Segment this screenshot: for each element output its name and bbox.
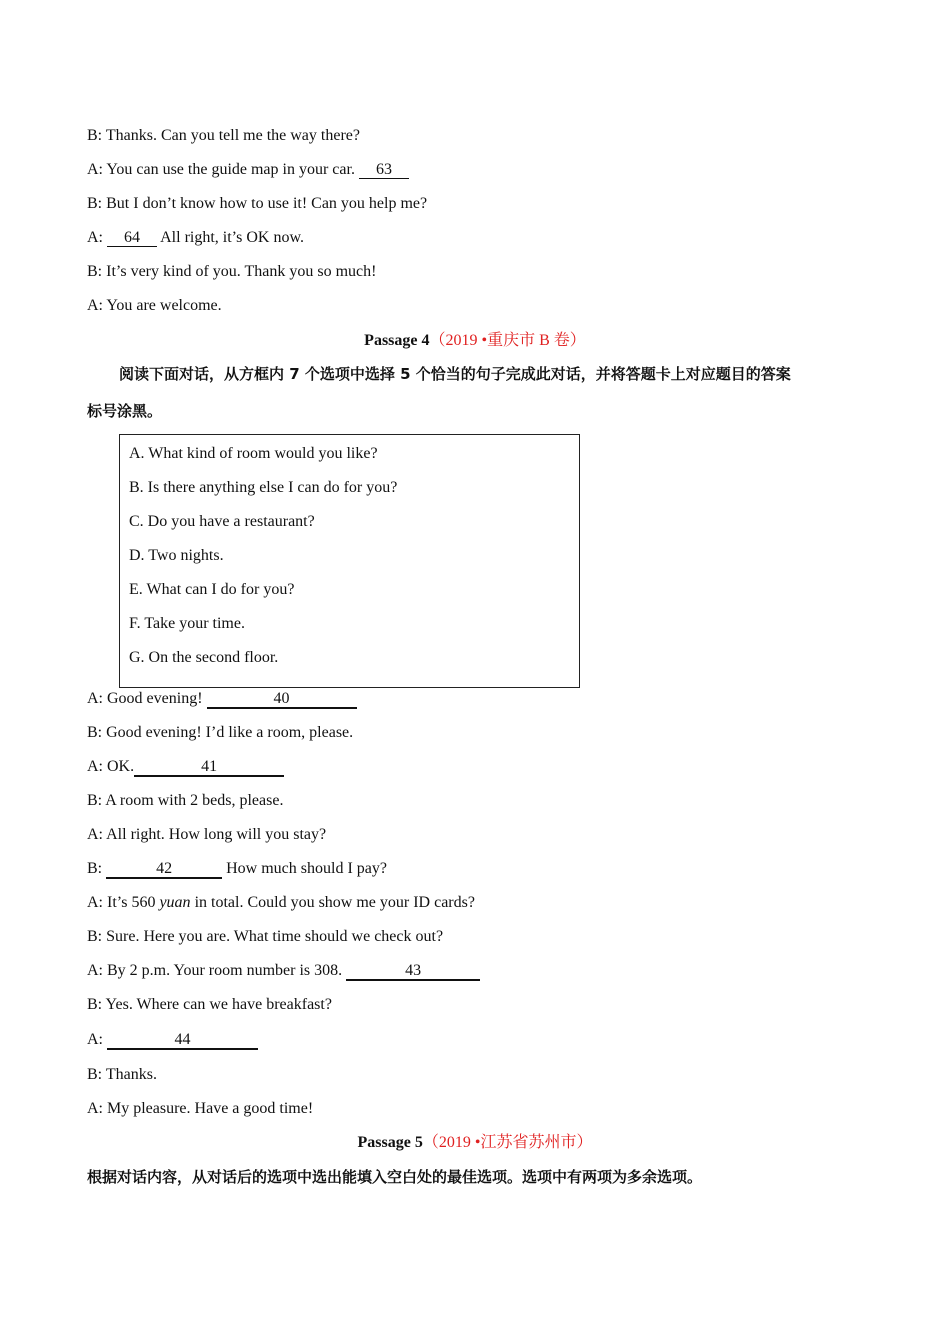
option-a: A. What kind of room would you like? bbox=[129, 445, 378, 462]
dialogue-line: B: Good evening! I’d like a room, please. bbox=[87, 724, 354, 741]
option-b: B. Is there anything else I can do for you? bbox=[129, 479, 398, 496]
answer-blank-42[interactable]: 42 bbox=[106, 860, 222, 879]
option-e: E. What can I do for you? bbox=[129, 581, 295, 598]
options-box bbox=[119, 434, 580, 688]
dialogue-line: A: All right. How long will you stay? bbox=[87, 826, 327, 843]
dialogue-line: B: A room with 2 beds, please. bbox=[87, 792, 284, 809]
passage-title: Passage 5 bbox=[357, 1134, 423, 1151]
answer-blank-64[interactable]: 64 bbox=[107, 229, 157, 247]
dialogue-line: A: By 2 p.m. Your room number is 308. 43 bbox=[87, 961, 480, 981]
option-f: F. Take your time. bbox=[129, 615, 245, 632]
passage-source: 2019 •重庆市 B 卷 bbox=[445, 332, 570, 349]
passage-4-instruction-cont: 标号涂黑。 bbox=[87, 402, 163, 420]
answer-blank-63[interactable]: 63 bbox=[359, 161, 409, 179]
passage-4-heading: Passage 4（2019 •重庆市 B 卷） bbox=[364, 332, 586, 349]
answer-blank-40[interactable]: 40 bbox=[207, 690, 357, 709]
option-d: D. Two nights. bbox=[129, 547, 224, 564]
passage-4-instruction: 阅读下面对话，从方框内 7 个选项中选择 5 个恰当的句子完成此对话，并将答题卡上对应题目的答案 bbox=[119, 365, 791, 383]
dialogue-line: B: Thanks. Can you tell me the way there? bbox=[87, 127, 360, 144]
dialogue-line: A: Good evening! 40 bbox=[87, 689, 357, 709]
passage-5-instruction: 根据对话内容，从对话后的选项中选出能填入空白处的最佳选项。选项中有两项为多余选项。 bbox=[87, 1168, 703, 1186]
dialogue-line: A: It’s 560 yuan in total. Could you show me your ID cards? bbox=[87, 894, 475, 911]
option-g: G. On the second floor. bbox=[129, 649, 279, 666]
passage-title: Passage 4 bbox=[364, 332, 430, 349]
dialogue-line: A: OK. 41 bbox=[87, 757, 284, 777]
answer-blank-41[interactable]: 41 bbox=[134, 758, 284, 777]
dialogue-line: A: 44 bbox=[87, 1030, 258, 1050]
passage-5-heading: Passage 5（2019 •江苏省苏州市） bbox=[357, 1134, 593, 1151]
dialogue-line: A: My pleasure. Have a good time! bbox=[87, 1100, 314, 1117]
dialogue-line: B: But I don’t know how to use it! Can you help me? bbox=[87, 195, 428, 212]
answer-blank-44[interactable]: 44 bbox=[107, 1031, 258, 1050]
dialogue-line: B: It’s very kind of you. Thank you so much! bbox=[87, 263, 377, 280]
option-c: C. Do you have a restaurant? bbox=[129, 513, 315, 530]
dialogue-line: B: 42 How much should I pay? bbox=[87, 860, 387, 877]
dialogue-line: B: Sure. Here you are. What time should we check out? bbox=[87, 928, 444, 945]
dialogue-line: B: Thanks. bbox=[87, 1066, 157, 1083]
dialogue-line: A: 64 All right, it’s OK now. bbox=[87, 229, 304, 246]
answer-blank-43[interactable]: 43 bbox=[346, 962, 480, 981]
passage-source: 2019 •江苏省苏州市 bbox=[438, 1134, 577, 1151]
dialogue-line: A: You can use the guide map in your car. 63 bbox=[87, 160, 409, 180]
dialogue-line: A: You are welcome. bbox=[87, 297, 222, 314]
dialogue-line: B: Yes. Where can we have breakfast? bbox=[87, 996, 332, 1013]
